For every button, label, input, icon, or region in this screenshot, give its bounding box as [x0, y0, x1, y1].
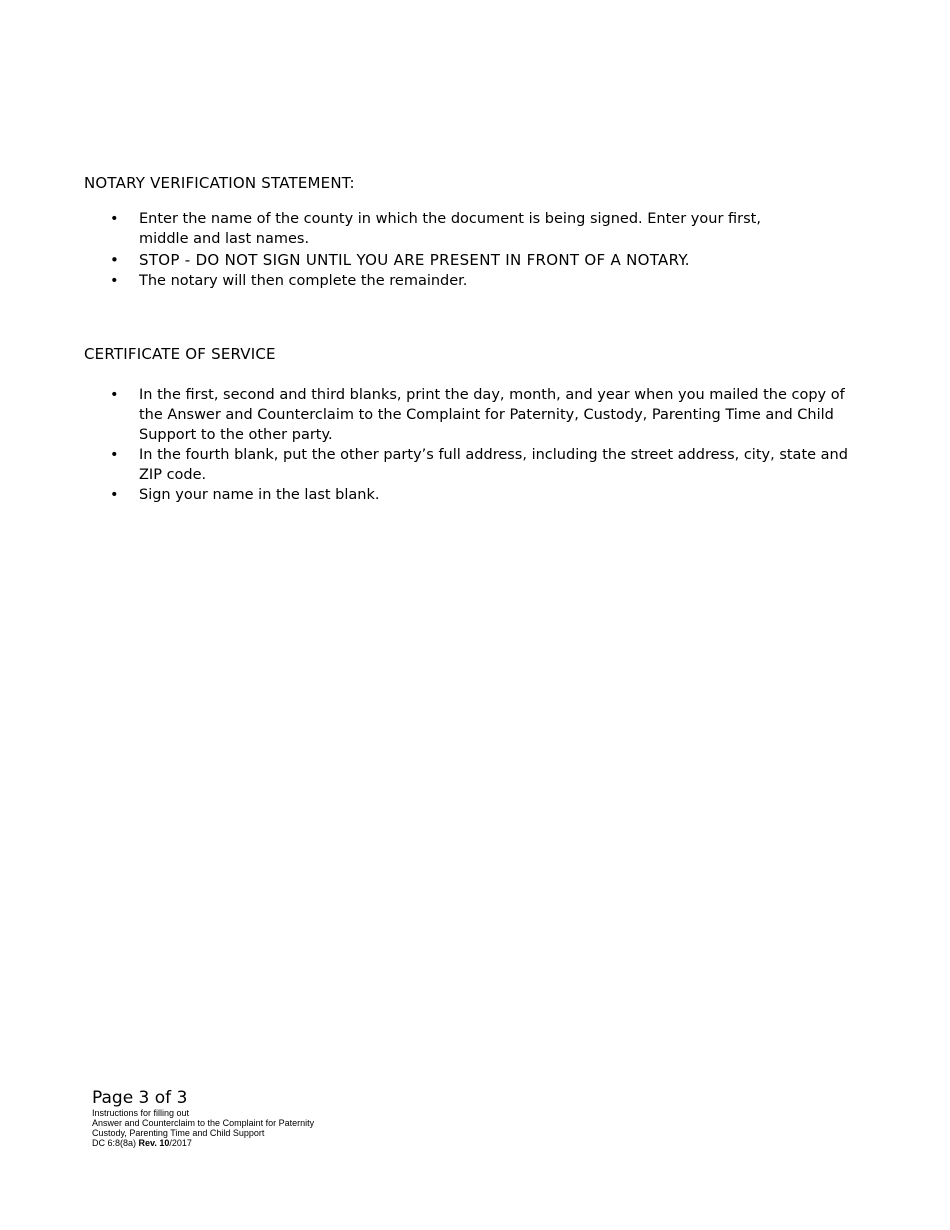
list-item-text: In the fourth blank, put the other party’s full address, including the street address, city, state and ZIP code. [139, 447, 848, 483]
bullet-icon: • [110, 273, 119, 289]
list-item [110, 250, 790, 270]
footer-line: Custody, Parenting Time and Child Support [92, 1128, 265, 1138]
bullet-icon: • [110, 211, 119, 227]
notary-heading: NOTARY VERIFICATION STATEMENT: [84, 174, 355, 192]
footer-line: Answer and Counterclaim to the Complaint for Paternity [92, 1118, 315, 1128]
list-item [110, 485, 850, 505]
form-code: DC 6:8(8a) [92, 1138, 139, 1148]
list-item-text: STOP - DO NOT SIGN UNTIL YOU ARE PRESENT IN FRONT OF A NOTARY. [139, 251, 690, 269]
bullet-icon: • [110, 387, 119, 403]
bullet-icon: • [110, 487, 119, 503]
list-item [110, 445, 850, 485]
list-item-text: Sign your name in the last blank. [139, 487, 380, 503]
bullet-icon: • [110, 447, 119, 463]
list-item [110, 385, 850, 445]
service-heading: CERTIFICATE OF SERVICE [84, 345, 276, 363]
revision-label: Rev. 10 [138, 1138, 170, 1148]
notary-instructions-list [110, 209, 790, 292]
footer-line: Instructions for filling out [92, 1108, 190, 1118]
page-footer [92, 1088, 314, 1148]
list-item-text: In the first, second and third blanks, print the day, month, and year when you mailed the copy of the Answer and Counterclaim to the Complaint for Paternity, Custody, Parenting Time and Child Support to the other party. [139, 387, 845, 443]
list-item [110, 271, 790, 291]
form-revision [92, 1138, 314, 1148]
list-item [110, 209, 790, 249]
page-number: Page 3 of 3 [92, 1088, 188, 1108]
bullet-icon: • [110, 251, 120, 269]
list-item-text: Enter the name of the county in which the document is being signed. Enter your first, middle and last names. [139, 211, 761, 247]
revision-year: /2017 [169, 1138, 192, 1148]
service-instructions-list [110, 385, 850, 505]
list-item-text: The notary will then complete the remainder. [139, 273, 468, 289]
